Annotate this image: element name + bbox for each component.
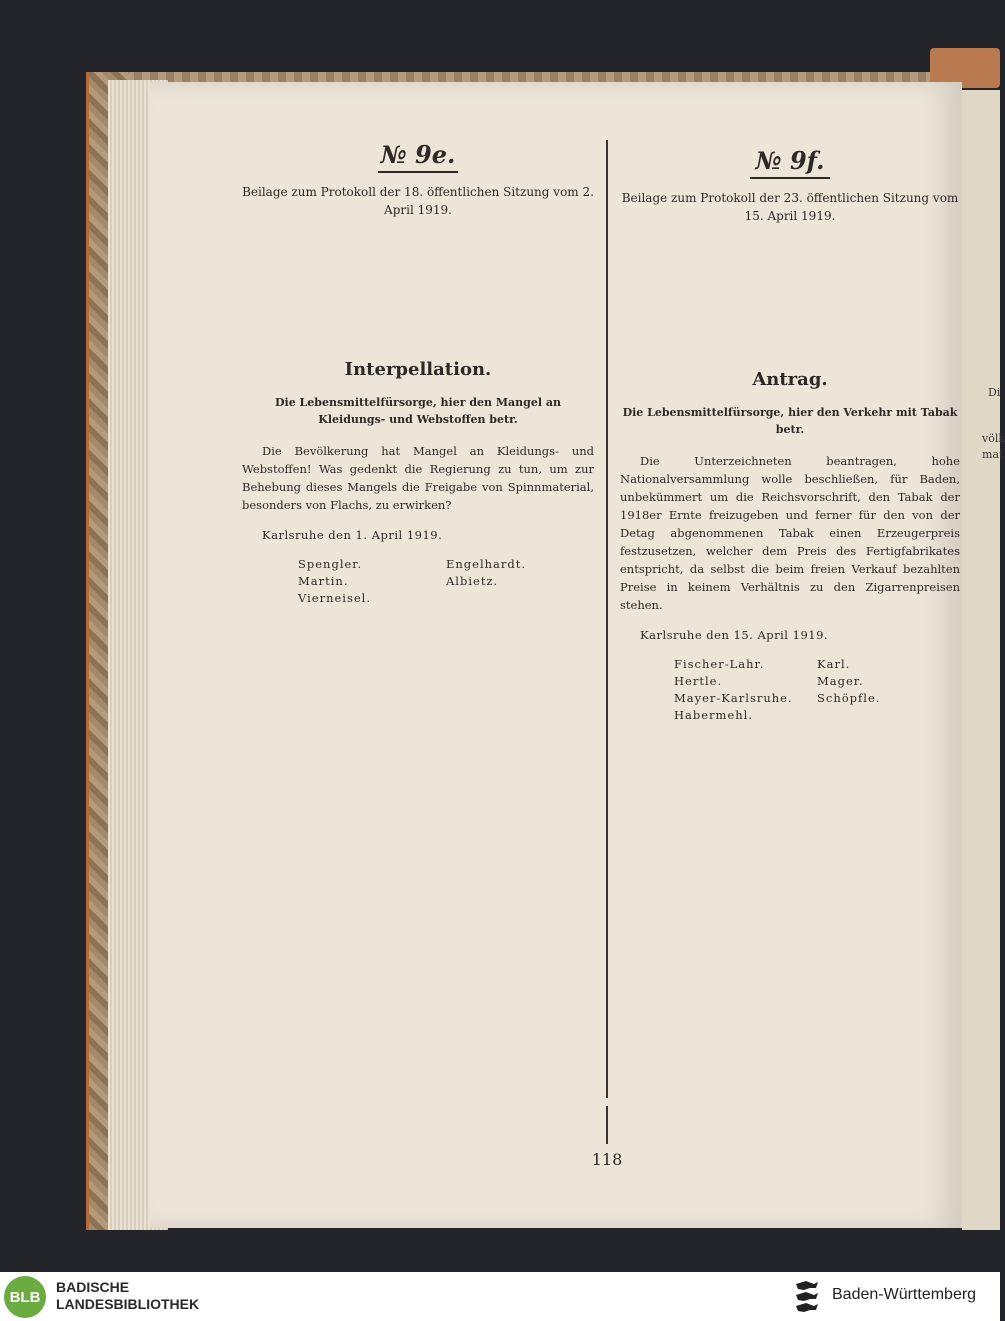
state-name[interactable]: Baden-Württemberg: [832, 1286, 977, 1303]
document-title: Interpellation.: [344, 359, 492, 380]
next-page-fragment: Di: [988, 386, 1001, 399]
page-number-rule: [606, 1106, 608, 1144]
document-number: № 9e.: [242, 140, 594, 173]
book-top-edge: [86, 72, 966, 82]
footer-bar: [0, 1272, 1000, 1321]
signatory: Hertle.: [674, 674, 723, 688]
signatory: Fischer-Lahr.: [674, 657, 765, 671]
signatory: Albietz.: [446, 574, 499, 588]
document-topic: Die Lebensmittelfürsorge, hier den Verkehr mit Tabak betr.: [622, 406, 958, 436]
signatory: Karl.: [817, 657, 851, 671]
library-name[interactable]: BADISCHE LANDESBIBLIOTHEK: [56, 1279, 200, 1312]
signatory: Martin.: [298, 574, 349, 588]
beilage-note: Beilage zum Protokoll der 18. öffentlichen Sitzung vom 2. April 1919.: [242, 185, 594, 217]
document-body: Die Bevölkerung hat Mangel an Kleidungs- und Webstoffen! Was gedenkt die Regierung zu tun, um zur Behebung dieses Mangels die Freigabe von Spinnmaterial, besonders von Flachs, zu erwirken?: [242, 444, 594, 512]
signatory: [817, 707, 960, 724]
signatory: Engelhardt.: [446, 557, 527, 571]
signatory: Habermehl.: [674, 708, 753, 722]
document-date: Karlsruhe den 15. April 1919.: [640, 628, 829, 642]
document-number: № 9f.: [620, 146, 960, 179]
page-number: 118: [591, 1150, 623, 1169]
column-divider: [606, 140, 608, 1098]
signatory: Mayer-Karlsruhe.: [674, 691, 793, 705]
signatory: Mager.: [817, 674, 864, 688]
signatory: Vierneisel.: [298, 591, 372, 605]
document-date: Karlsruhe den 1. April 1919.: [262, 528, 443, 542]
next-page-fragment: mat: [982, 448, 1004, 461]
signatories: [620, 656, 960, 724]
signatories: [242, 556, 594, 607]
beilage-note: Beilage zum Protokoll der 23. öffentlichen Sitzung vom 15. April 1919.: [621, 191, 959, 223]
next-page-edge: [962, 90, 1005, 1230]
document-body: Die Unterzeichneten beantragen, hohe Nationalversammlung wolle beschließen, für Baden, unbekümmert um die Reichsvorschrift, den Tabak der 1918er Ernte freizugeben und ferner für den von der Detag abgenommenen Tabak einen Erzeugerpreis festzusetzen, welcher dem Preis des Fertigfabrikates entspricht, da selbst die beim freien Verkauf bezahlten Preise in keinem Verhältnis zu den Zigarrenpreisen stehen.: [620, 454, 960, 612]
signatory: Schöpfle.: [817, 691, 881, 705]
signatory: [446, 590, 594, 607]
blb-logo-icon[interactable]: BLB: [4, 1276, 46, 1318]
baden-wuerttemberg-lions-icon: [792, 1278, 822, 1316]
document-title: Antrag.: [752, 369, 828, 390]
next-page-fragment: völk: [982, 432, 1005, 445]
document-topic: Die Lebensmittelfürsorge, hier den Mangel an Kleidungs- und Webstoffen betr.: [275, 396, 561, 426]
signatory: Spengler.: [298, 557, 363, 571]
right-column: [620, 146, 960, 724]
left-column: [242, 140, 594, 607]
